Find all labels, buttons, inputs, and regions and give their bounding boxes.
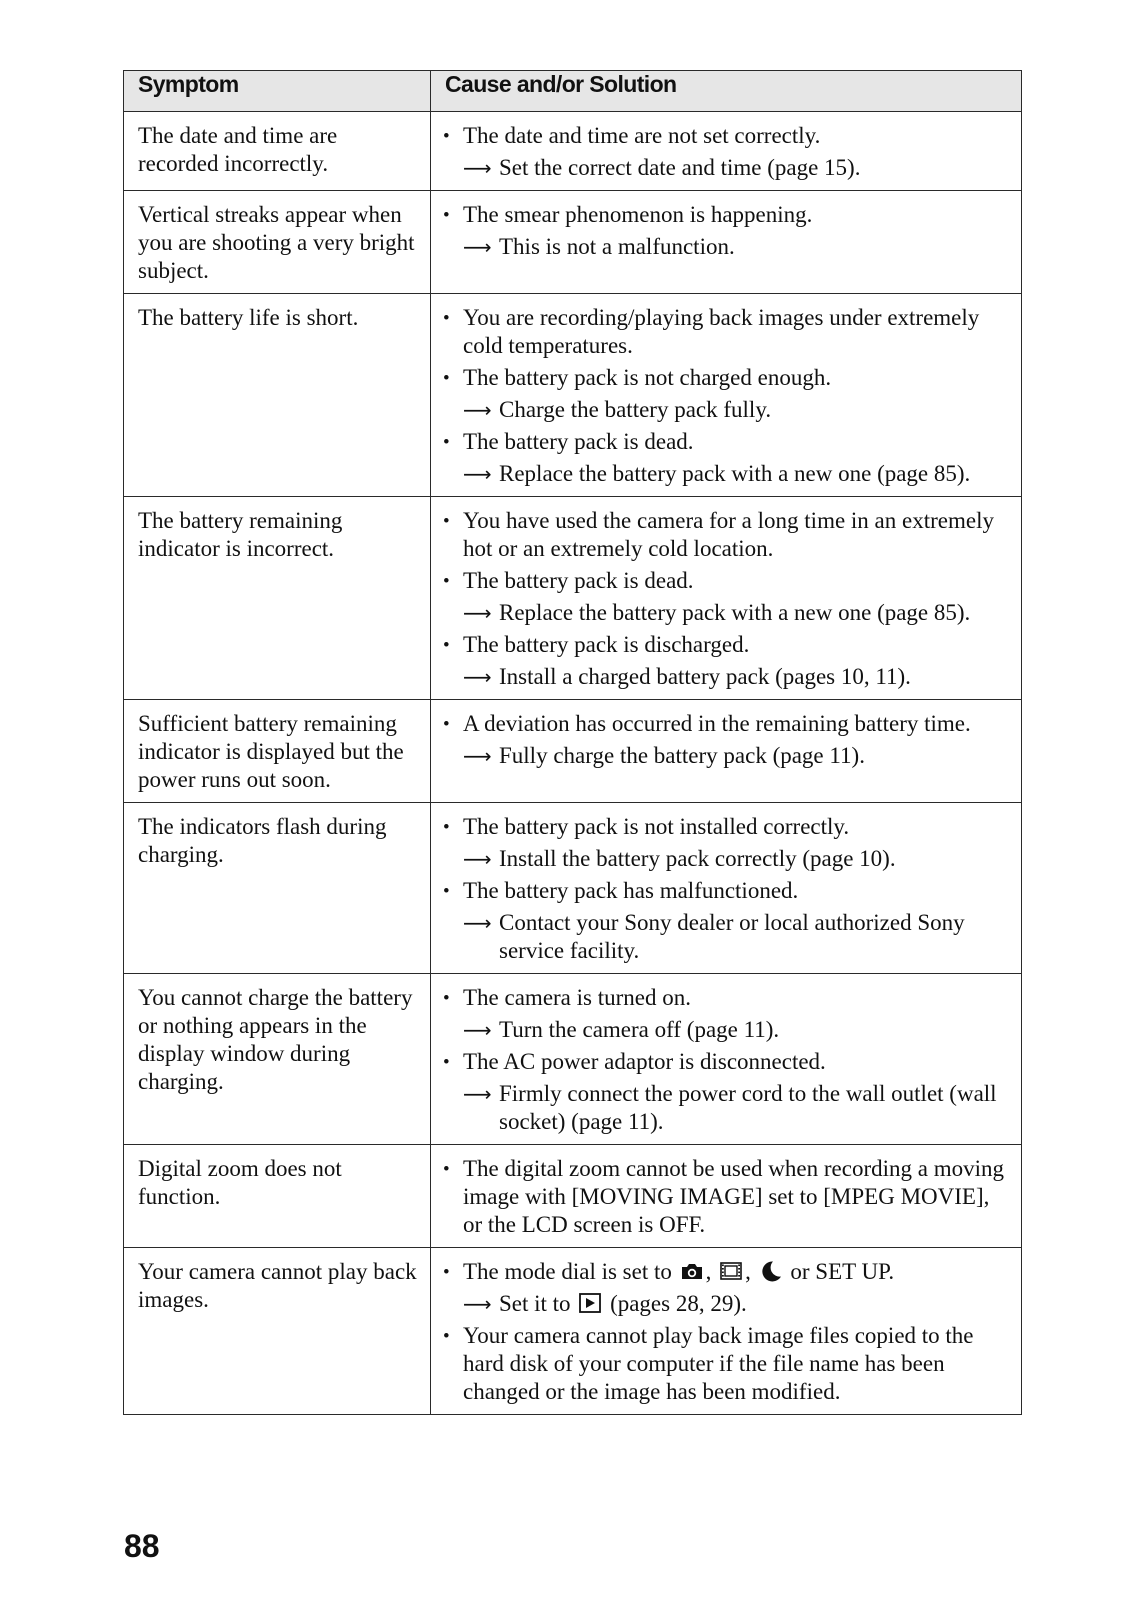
bullet-icon: • xyxy=(443,368,450,389)
solution-text: Install a charged battery pack (pages 10, 11). xyxy=(499,664,911,689)
table-row xyxy=(124,803,1022,974)
cause-item xyxy=(443,710,1013,770)
solution xyxy=(463,460,1013,488)
page-number: 88 xyxy=(124,1528,160,1564)
table-row xyxy=(124,112,1022,191)
arrow-icon: ⟶ xyxy=(463,911,492,935)
cause-text: A deviation has occurred in the remaining battery time. xyxy=(463,711,971,736)
arrow-icon: ⟶ xyxy=(463,156,492,180)
table-row xyxy=(124,497,1022,700)
solution-text: Fully charge the battery pack (page 11). xyxy=(499,743,865,768)
solution-text: Set the correct date and time (page 15). xyxy=(499,155,861,180)
solution-text: Replace the battery pack with a new one (page 85). xyxy=(499,461,971,486)
solution xyxy=(463,1016,1013,1044)
cause-item-body xyxy=(463,122,1013,182)
table-row xyxy=(124,700,1022,803)
cause-item-body xyxy=(463,710,1013,770)
bullet-icon: • xyxy=(443,1262,450,1283)
solution-text xyxy=(499,1290,1013,1318)
cause-item xyxy=(443,1155,1013,1239)
cause-item-body xyxy=(463,1258,1013,1318)
symptom-cell: Digital zoom does not function. xyxy=(124,1145,431,1248)
solution-text: Replace the battery pack with a new one (page 85). xyxy=(499,600,971,625)
arrow-icon: ⟶ xyxy=(463,1292,492,1316)
cause-item-body xyxy=(463,567,1013,627)
bullet-icon: • xyxy=(443,308,450,329)
bullet-icon: • xyxy=(443,817,450,838)
cause-text: The date and time are not set correctly. xyxy=(463,123,821,148)
bullet-icon: • xyxy=(443,881,450,902)
solution xyxy=(463,233,1013,261)
solution-text: Charge the battery pack fully. xyxy=(499,397,772,422)
arrow-icon: ⟶ xyxy=(463,1082,492,1106)
table-row xyxy=(124,1248,1022,1415)
cause-text: The battery pack is dead. xyxy=(463,568,694,593)
solution xyxy=(463,909,1013,965)
symptom-cell: Vertical streaks appear when you are shooting a very bright subject. xyxy=(124,191,431,294)
movie-icon xyxy=(717,1259,745,1284)
cause-item-body xyxy=(463,364,1013,424)
solution-text: Firmly connect the power cord to the wall outlet (wall socket) (page 11). xyxy=(499,1081,997,1134)
cause-item xyxy=(443,122,1013,182)
cause-header: Cause and/or Solution xyxy=(431,71,1022,112)
cause-item-body xyxy=(463,507,1013,563)
cause-cell xyxy=(431,294,1022,497)
cause-item xyxy=(443,1258,1013,1318)
table-row xyxy=(124,974,1022,1145)
moon-icon xyxy=(757,1259,785,1284)
cause-item-body xyxy=(463,813,1013,873)
symptom-cell: The indicators flash during charging. xyxy=(124,803,431,974)
cause-text: You are recording/playing back images under extremely cold temperatures. xyxy=(463,305,980,358)
cause-item xyxy=(443,984,1013,1044)
bullet-icon: • xyxy=(443,635,450,656)
bullet-icon: • xyxy=(443,205,450,226)
cause-cell xyxy=(431,1145,1022,1248)
solution xyxy=(463,742,1013,770)
symptom-header: Symptom xyxy=(124,71,431,112)
cause-item xyxy=(443,631,1013,691)
cause-text: The battery pack is not charged enough. xyxy=(463,365,832,390)
cause-item xyxy=(443,1048,1013,1136)
cause-text: The camera is turned on. xyxy=(463,985,691,1010)
bullet-icon: • xyxy=(443,988,450,1009)
cause-text: The AC power adaptor is disconnected. xyxy=(463,1049,826,1074)
arrow-icon: ⟶ xyxy=(463,744,492,768)
cause-item-body xyxy=(463,428,1013,488)
cause-text: The battery pack has malfunctioned. xyxy=(463,878,799,903)
cause-text: The digital zoom cannot be used when recording a moving image with [MOVING IMAGE] set to [MPEG MOVIE], or the LCD screen is OFF. xyxy=(463,1156,1004,1237)
playback-icon xyxy=(576,1291,604,1316)
cause-item-body xyxy=(463,877,1013,965)
bullet-icon: • xyxy=(443,432,450,453)
solution-text: Install the battery pack correctly (page 10). xyxy=(499,846,896,871)
arrow-icon: ⟶ xyxy=(463,601,492,625)
table-header-row xyxy=(124,71,1022,112)
separator: , xyxy=(745,1259,757,1284)
cause-item xyxy=(443,877,1013,965)
cause-item-body xyxy=(463,984,1013,1044)
symptom-cell: You cannot charge the battery or nothing appears in the display window during charging. xyxy=(124,974,431,1145)
cause-text: The battery pack is dead. xyxy=(463,429,694,454)
arrow-icon: ⟶ xyxy=(463,665,492,689)
symptom-cell: Sufficient battery remaining indicator is displayed but the power runs out soon. xyxy=(124,700,431,803)
cause-text: The smear phenomenon is happening. xyxy=(463,202,813,227)
cause-text: The battery pack is discharged. xyxy=(463,632,750,657)
cause-item xyxy=(443,567,1013,627)
symptom-cell: The battery life is short. xyxy=(124,294,431,497)
cause-item-body xyxy=(463,631,1013,691)
cause-item-body xyxy=(463,1155,1013,1239)
solution xyxy=(463,599,1013,627)
cause-item xyxy=(443,428,1013,488)
arrow-icon: ⟶ xyxy=(463,847,492,871)
troubleshooting-table xyxy=(123,70,1022,1415)
bullet-icon: • xyxy=(443,1052,450,1073)
cause-text: You have used the camera for a long time in an extremely hot or an extremely cold location. xyxy=(463,508,994,561)
cause-cell xyxy=(431,1248,1022,1415)
solution xyxy=(463,845,1013,873)
cause-text xyxy=(463,1258,1013,1286)
cause-cell xyxy=(431,497,1022,700)
cause-text: Your camera cannot play back image files copied to the hard disk of your computer if the file name has been changed or the image has been modified. xyxy=(463,1323,974,1404)
bullet-icon: • xyxy=(443,1159,450,1180)
solution xyxy=(463,154,1013,182)
table-row xyxy=(124,1145,1022,1248)
cause-item-body xyxy=(463,1048,1013,1136)
cause-text: The battery pack is not installed correctly. xyxy=(463,814,850,839)
cause-cell xyxy=(431,191,1022,294)
solution xyxy=(463,1290,1013,1318)
arrow-icon: ⟶ xyxy=(463,235,492,259)
bullet-icon: • xyxy=(443,571,450,592)
cause-item-body xyxy=(463,304,1013,360)
camera-icon xyxy=(678,1259,706,1284)
solution xyxy=(463,663,1013,691)
solution-prefix: Set it to xyxy=(499,1291,577,1316)
cause-item xyxy=(443,813,1013,873)
cause-cell xyxy=(431,700,1022,803)
table-body xyxy=(124,112,1022,1415)
bullet-icon: • xyxy=(443,126,450,147)
arrow-icon: ⟶ xyxy=(463,1018,492,1042)
table-row xyxy=(124,294,1022,497)
cause-item-body xyxy=(463,1322,1013,1406)
symptom-cell: The battery remaining indicator is incorrect. xyxy=(124,497,431,700)
bullet-icon: • xyxy=(443,1326,450,1347)
cause-item xyxy=(443,1322,1013,1406)
cause-item-body xyxy=(463,201,1013,261)
cause-item xyxy=(443,364,1013,424)
bullet-icon: • xyxy=(443,714,450,735)
symptom-cell: Your camera cannot play back images. xyxy=(124,1248,431,1415)
cause-cell xyxy=(431,974,1022,1145)
arrow-icon: ⟶ xyxy=(463,398,492,422)
solution-suffix: (pages 28, 29). xyxy=(604,1291,747,1316)
solution xyxy=(463,396,1013,424)
symptom-cell: The date and time are recorded incorrectly. xyxy=(124,112,431,191)
cause-item xyxy=(443,201,1013,261)
mode-dial-prefix: The mode dial is set to xyxy=(463,1259,678,1284)
cause-cell xyxy=(431,112,1022,191)
arrow-icon: ⟶ xyxy=(463,462,492,486)
cause-cell xyxy=(431,803,1022,974)
bullet-icon: • xyxy=(443,511,450,532)
mode-dial-suffix: or SET UP. xyxy=(784,1259,895,1284)
solution-text: Turn the camera off (page 11). xyxy=(499,1017,780,1042)
solution-text: This is not a malfunction. xyxy=(499,234,735,259)
solution xyxy=(463,1080,1013,1136)
cause-item xyxy=(443,304,1013,360)
separator: , xyxy=(705,1259,718,1284)
solution-text: Contact your Sony dealer or local authorized Sony service facility. xyxy=(499,910,965,963)
table-row xyxy=(124,191,1022,294)
cause-item xyxy=(443,507,1013,563)
